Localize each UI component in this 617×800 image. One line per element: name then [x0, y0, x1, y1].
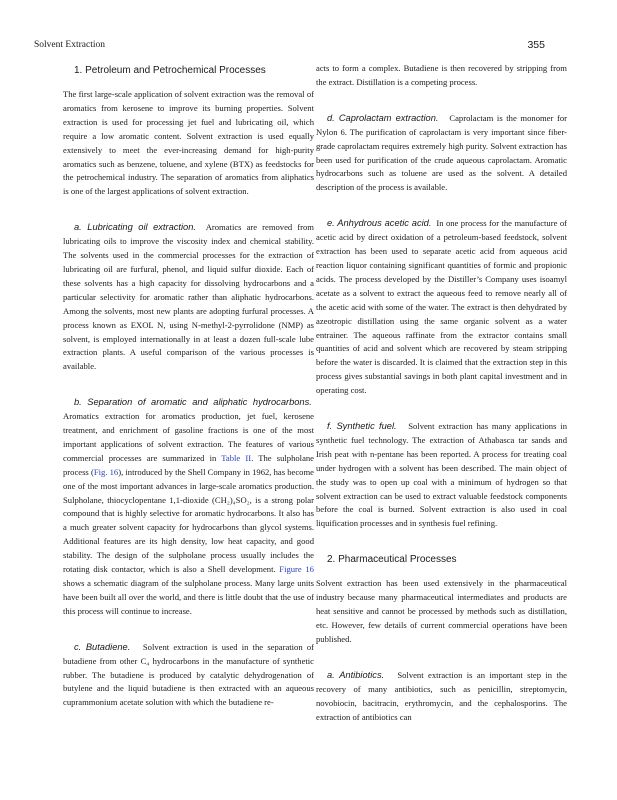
subheading-aromatic-separation: b. Separation of aromatic and aliphatic hydrocarbons.	[74, 397, 312, 408]
subheading-synthetic-fuel: f. Synthetic fuel.	[327, 421, 397, 432]
page-number: 355	[527, 39, 545, 51]
paragraph-intro-text: The first large-scale application of solvent extraction was the removal of aromatics from kerosene to improve its burning properties. Solvent extraction is used for processing jet fuel and lubricating oil, which require a low aromatic content. Solvent extraction is used equally extensively to meet the ever-increasing demand for high-purity aromatics such as benzene, toluene, and xylene (BTX) as feedstocks for the petrochemical industry. The separation of aromatics from aliphatics is one of the largest applications of solvent extraction.	[63, 89, 314, 197]
aromatic-text-3: ), introduced by the Shell Company in 1962, has become one of the most important advances in large-scale aromatics production. Sulpholane, thiocyclopentane 1,1-dioxide (CH₂)₄SO₂, is a strong polar compound that is highly selective for aromatic hydrocarbons. It also has a much greater solvent capacity for hydrocarbons than glycol systems. Additional features are its high density, low heat capacity, and good stability. The design of the sulpholane process usually includes the rotating disk contactor, which is also a Shell development.	[63, 466, 314, 575]
paragraph-intro	[63, 88, 314, 199]
paragraph-antibiotics	[316, 669, 567, 725]
subheading-lubricating-oil: a. Lubricating oil extraction.	[74, 222, 196, 233]
subheading-caprolactam: d. Caprolactam extraction.	[327, 112, 439, 123]
table-ii-link[interactable]: Table II	[221, 452, 252, 463]
right-column	[316, 62, 567, 746]
paragraph-butadiene	[63, 641, 314, 711]
figure-16-link[interactable]: Figure 16	[279, 564, 314, 575]
paragraph-acetic-acid	[316, 217, 567, 398]
subheading-antibiotics: a. Antibiotics.	[327, 669, 385, 680]
butadiene-continued-text: acts to form a complex. Butadiene is then recovered by stripping from the extract. Distillation is a competing process.	[316, 63, 567, 87]
section-heading-pharmaceutical: 2. Pharmaceutical Processes	[327, 554, 457, 566]
paragraph-caprolactam	[316, 112, 567, 195]
paragraph-lubricating-oil	[63, 221, 314, 374]
butadiene-text: Solvent extraction is used in the separation of butadiene from other C₄ hydrocarbons in the manufacture of synthetic rubber. The butadiene is produced by catalytic dehydrogenation of butylene and the liquid butadiene is then extracted with an aqueous cuprammonium acetate solution with which the butadiene re-	[63, 641, 314, 708]
subheading-acetic-acid: e. Anhydrous acetic acid.	[327, 218, 432, 229]
caprolactam-text: Caprolactam is the monomer for Nylon 6. The purification of caprolactam is very important since fiber-grade caprolactam requires extremely high purity. Solvent extraction has been used for purification of the crude aqueous caprolactam. Aromatic hydrocarbons such as toluene are used as the solvent. A detailed description of the process is available.	[316, 112, 568, 193]
aromatic-text-2: . The sulpholane process (	[63, 452, 314, 477]
section-heading-petroleum: 1. Petroleum and Petrochemical Processes	[74, 65, 266, 76]
lubricating-oil-text: Aromatics are removed from lubricating oils to improve the viscosity index and chemical stability. The solvents used in the commercial processes for the extraction of lubricating oil are furfural, phenol, and liquid sulfur dioxide. Each of these solvents has a high capacity for dissolving hydrocarbons and a particular selectivity for aromatic rather than aliphatic hydrocarbons. Among the solvents, most new plants are adopting furfural processes. A process known as EXOL N, using N-methyl-2-pyrrolidone (NMP) as solvent, is employed internationally in at least a dozen full-scale lube extraction plants. A useful comparison of the various processes is available.	[63, 222, 314, 372]
paragraph-aromatic-separation	[63, 396, 314, 619]
pharmaceutical-text: Solvent extraction has been used extensively in the pharmaceutical industry because many pharmaceutical intermediates and products are heat sensitive and cannot be processed by methods such as distillation, etc. However, few details of current commercial operations have been published.	[316, 578, 567, 644]
acetic-acid-text: In one process for the manufacture of acetic acid by direct oxidation of a petroleum-based feedstock, solvent extraction has been used to separate acetic acid from aqueous acid reaction liquor containing significant quantities of formic and propionic acids. The process developed by the Distiller’s Company uses isoamyl acetate as a solvent to extract the aqueous feed to remove nearly all of the acetic acid with some of the water. The extract is then dehydrated by azeotropic distillation using the same organic solvent as a water entrainer. The aqueous raffinate from the extractor contains small quantities of acid and solvent which are recovered by steam stripping before the water is discarded. It is claimed that the extraction step in this process gives substantial savings in both plant capital investment and in operating cost.	[316, 218, 568, 396]
paragraph-pharmaceutical	[316, 577, 567, 647]
left-column	[63, 62, 314, 732]
running-title: Solvent Extraction	[34, 40, 105, 50]
subheading-butadiene: c. Butadiene.	[74, 641, 131, 652]
antibiotics-text: Solvent extraction is an important step in the recovery of many antibiotics, such as penicillin, streptomycin, novobiocin, bacitracin, erythromycin, and the cephalosporins. The extraction of antibiotics can	[316, 669, 567, 722]
aromatic-text-1: Aromatics extraction for aromatics production, jet fuel, kerosene treatment, and enrichment of gasoline fractions is one of the most important applications of solvent extraction. The features of various commercial processes are summarized in	[63, 411, 314, 463]
aromatic-text-4: shows a schematic diagram of the sulpholane process. Many large units have been built all over the world, and there is little doubt that the use of this process will continue to increase.	[63, 578, 314, 616]
paragraph-synthetic-fuel	[316, 420, 567, 531]
synthetic-fuel-text: Solvent extraction has many applications in synthetic fuel technology. The extraction of Athabasca tar sands and Irish peat with n-pentane has been reported. A process for treating coal under hydrogen with a solvent has been described. The main object of the study was to open up coal with a minimum of hydrogen so that solvent extraction can be used to extract valuable feedstock components before the coal is burned. Solvent extraction is also used in coal liquification processes and in synthesis fuel refining.	[316, 421, 567, 529]
fig-16-link[interactable]: Fig. 16	[93, 466, 119, 477]
paragraph-butadiene-continued	[316, 62, 567, 90]
